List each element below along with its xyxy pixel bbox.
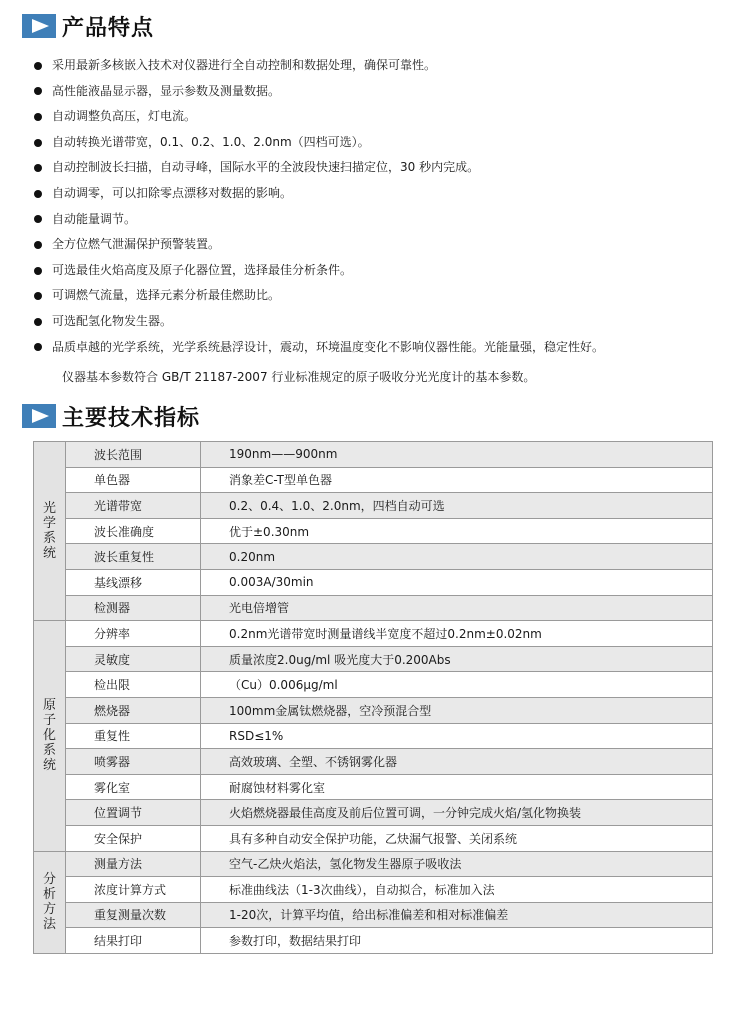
group-cell-atomization [34,621,66,851]
spec-name: 燃烧器 [66,697,201,723]
spec-value: 消象差C-T型单色器 [201,467,713,493]
spec-name: 波长重复性 [66,544,201,570]
feature-text: 全方位燃气泄漏保护预警装置。 [52,237,221,252]
spec-value: 高效玻璃、全塑、不锈钢雾化器 [201,749,713,775]
feature-text: 采用最新多核嵌入技术对仪器进行全自动控制和数据处理，确保可靠性。 [52,58,437,72]
table-row [34,646,713,672]
list-item [34,53,734,79]
list-item [34,104,734,130]
spec-name: 重复性 [66,723,201,749]
play-arrow-icon [22,14,56,38]
spec-name: 灵敏度 [66,646,201,672]
group-label: 原子化系统 [42,698,56,774]
spec-value: RSD≤1% [201,723,713,749]
table-row [34,621,713,647]
feature-text: 可调燃气流量，选择元素分析最佳燃助比。 [52,288,281,303]
specs-section-header [22,402,200,430]
group-cell-analysis [34,851,66,953]
bullet-dot-icon [34,113,42,121]
list-item [34,309,734,335]
spec-value: 火焰燃烧器最佳高度及前后位置可调，一分钟完成火焰/氢化物换装 [201,800,713,826]
spec-name: 检出限 [66,672,201,698]
table-row [34,442,713,468]
bullet-dot-icon [34,343,42,351]
bullet-dot-icon [34,139,42,147]
spec-name: 雾化室 [66,774,201,800]
table-row [34,595,713,621]
list-item [34,155,734,181]
spec-value: 质量浓度2.0ug/ml 吸光度大于0.200Abs [201,646,713,672]
table-row [34,928,713,954]
spec-name: 测量方法 [66,851,201,877]
spec-name: 光谱带宽 [66,493,201,519]
bullet-dot-icon [34,190,42,198]
table-row [34,467,713,493]
spec-name: 重复测量次数 [66,902,201,928]
spec-name: 分辨率 [66,621,201,647]
table-row [34,672,713,698]
spec-value: 标准曲线法（1-3次曲线），自动拟合，标准加入法 [201,877,713,903]
table-row [34,749,713,775]
spec-value: 优于±0.30nm [201,518,713,544]
feature-text: 可选配氢化物发生器。 [52,313,173,328]
features-section-header [22,12,154,40]
spec-value: 0.003A/30min [201,569,713,595]
feature-text: 高性能液晶显示器，显示参数及测量数据。 [52,83,281,98]
bullet-dot-icon [34,62,42,70]
table-row [34,825,713,851]
specs-table [33,441,713,954]
bullet-dot-icon [34,241,42,249]
bullet-dot-icon [34,164,42,172]
list-item [34,283,734,309]
standard-note: 仪器基本参数符合 GB/T 21187-2007 行业标准规定的原子吸收分光光度计的基本参数。 [62,370,536,384]
play-arrow-icon [22,404,56,428]
list-item [34,335,734,361]
group-cell-optical [34,442,66,621]
list-item [34,207,734,233]
bullet-dot-icon [34,318,42,326]
group-label: 分析方法 [42,872,56,933]
spec-name: 喷雾器 [66,749,201,775]
table-row [34,569,713,595]
spec-value: 0.2、0.4、1.0、2.0nm，四档自动可选 [201,493,713,519]
feature-text: 自动调整负高压，灯电流。 [52,109,197,124]
spec-value: （Cu）0.006μg/ml [201,672,713,698]
table-row [34,851,713,877]
spec-name: 波长准确度 [66,518,201,544]
spec-name: 基线漂移 [66,569,201,595]
feature-text: 自动调零，可以扣除零点漂移对数据的影响。 [52,185,293,200]
bullet-dot-icon [34,267,42,275]
spec-value: 0.20nm [201,544,713,570]
spec-value: 参数打印，数据结果打印 [201,928,713,954]
feature-text: 自动能量调节。 [52,211,137,226]
feature-text: 自动控制波长扫描，自动寻峰，国际水平的全波段快速扫描定位，30 秒内完成。 [52,160,480,175]
spec-value: 100mm金属钛燃烧器，空冷预混合型 [201,697,713,723]
group-label: 光学系统 [42,501,56,562]
spec-name: 位置调节 [66,800,201,826]
table-row [34,518,713,544]
table-row [34,902,713,928]
bullet-dot-icon [34,87,42,95]
spec-name: 单色器 [66,467,201,493]
features-list [34,53,734,360]
table-row [34,723,713,749]
table-row [34,774,713,800]
feature-text: 可选最佳火焰高度及原子化器位置，选择最佳分析条件。 [52,262,353,277]
spec-name: 结果打印 [66,928,201,954]
spec-value: 空气-乙炔火焰法，氢化物发生器原子吸收法 [201,851,713,877]
table-row [34,877,713,903]
table-row [34,544,713,570]
list-item [34,130,734,156]
list-item [34,181,734,207]
spec-value: 190nm——900nm [201,442,713,468]
list-item [34,79,734,105]
list-item [34,258,734,284]
spec-value: 具有多种自动安全保护功能，乙炔漏气报警、关闭系统 [201,825,713,851]
spec-value: 0.2nm光谱带宽时测量谱线半宽度不超过0.2nm±0.02nm [201,621,713,647]
features-title: 产品特点 [62,15,155,41]
spec-value: 耐腐蚀材料雾化室 [201,774,713,800]
spec-name: 波长范围 [66,442,201,468]
feature-text: 自动转换光谱带宽，0.1、0.2、1.0、2.0nm（四档可选）。 [52,134,370,149]
table-row [34,697,713,723]
feature-text: 品质卓越的光学系统，光学系统悬浮设计，震动，环境温度变化不影响仪器性能。光能量强，稳定性好。 [52,339,605,354]
spec-name: 浓度计算方式 [66,877,201,903]
spec-value: 1-20次，计算平均值，给出标准偏差和相对标准偏差 [201,902,713,928]
spec-name: 检测器 [66,595,201,621]
specs-title: 主要技术指标 [62,405,201,431]
list-item [34,232,734,258]
bullet-dot-icon [34,292,42,300]
spec-name: 安全保护 [66,825,201,851]
bullet-dot-icon [34,215,42,223]
table-row [34,800,713,826]
table-row [34,493,713,519]
spec-value: 光电倍增管 [201,595,713,621]
